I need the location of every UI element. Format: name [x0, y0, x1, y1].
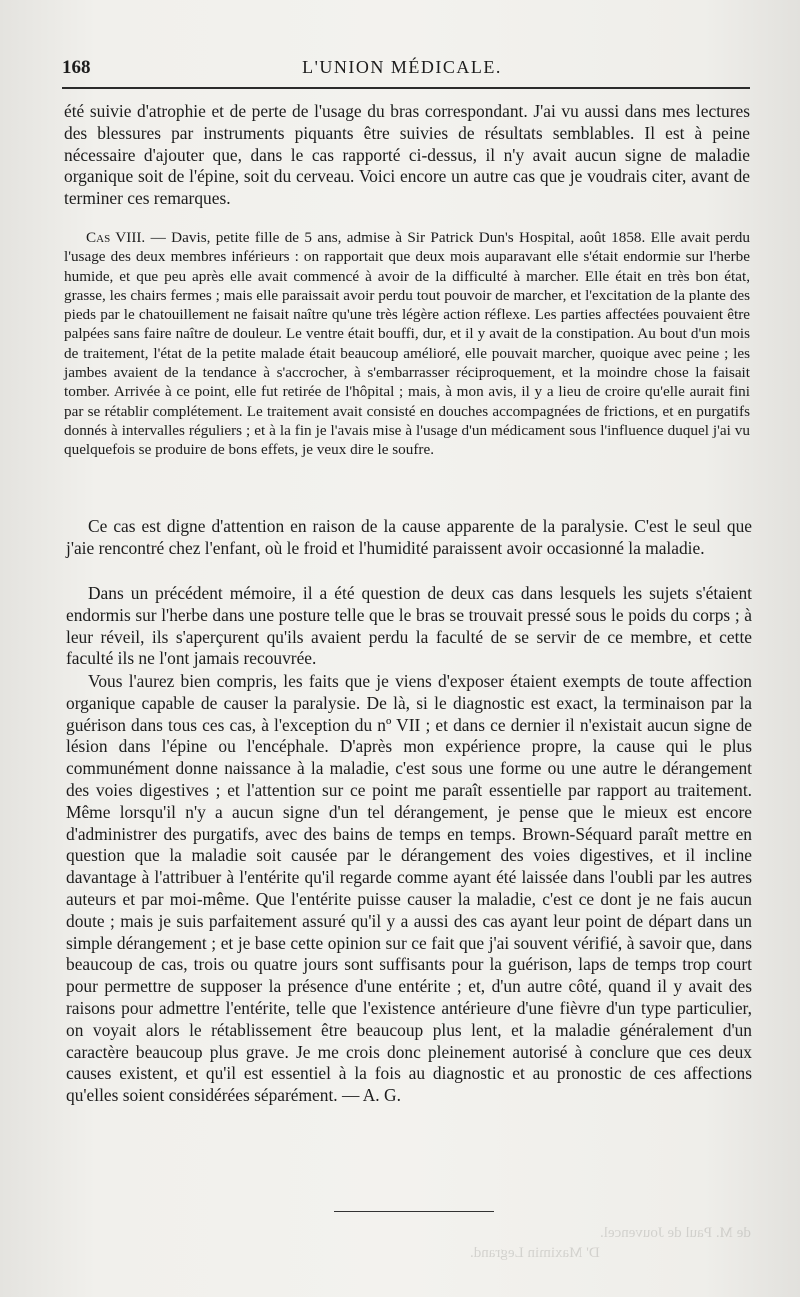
paragraph-text: Vous l'aurez bien compris, les faits que je viens d'exposer étaient exempts de toute affection organique capable de causer la paralysie. De là, si le diagnostic est exact, la terminaison par la guérison dans tous ces cas, à l'exception du nº VII ; et dans ce dernier il n'existait aucun signe de lésion dans l'épine ou l'encéphale. D'après mon expérience propre, la cause qui le plus communément donne naissance à la maladie, c'est sous une forme ou une autre le dérangement des voies digestives ; et l'attention sur ce point me paraît essentielle par rapport au traitement. Même lorsqu'il n'y a aucun signe d'un tel dérangement, je pense que le mieux est encore d'administrer des purgatifs, avec des bains de temps en temps. Brown-Séquard paraît mettre en question que la maladie soit causée par le dérangement des voies digestives, et il incline davantage à l'attribuer à l'entérite qu'il regarde comme ayant été laissée dans l'oubli par les autres auteurs et par moi-même. Que l'entérite puisse causer la maladie, c'est ce dont je ne fais aucun doute ; mais je suis parfaitement assuré qu'il y a aussi des cas ayant leur point de départ dans un simple dérangement ; et je base cette opinion sur ce fait que j'ai souvent vérifié, à savoir que, dans beaucoup de cas, trois ou quatre jours sont suffisants pour la guérison, laps de temps trop court pour permettre de supposer la présence d'une entérite ; et, d'un autre côté, quand il y avait des raisons pour admettre l'entérite, telle que l'existence antérieure d'une fièvre d'un type particulier, on voyait alors le rétablissement être beaucoup plus lent, et la maladie généralement d'un caractère beaucoup plus grave. Je me crois donc pleinement autorisé à conclure que ces deux causes existent, et qu'il est essentiel à la fois au diagnostic et au pronostic de ces affections qu'elles soient considérées séparément. — A. G.	[66, 671, 752, 1106]
case-heading: Cas VIII.	[86, 229, 146, 246]
paragraph-block	[66, 583, 752, 670]
paragraph-block	[66, 516, 752, 560]
header-rule	[62, 87, 750, 89]
document-page: D' Maximin Legrand. de M. Paul de Jouvencel. 168 L'UNION MÉDICALE. été suivie d'atrophie et de perte de l'usage du bras correspondant. J'ai vu aussi dans mes lectures des blessures par instruments piquants être suivies de résultats semblables. Il est à peine nécessaire d'ajouter que, dans le cas rapporté ci-dessus, il n'y avait aucun signe de maladie organique soit de l'épine, soit du cerveau. Voici encore un autre cas que je voudrais citer, avant de terminer ces remarques. Cas VIII. — Davis, petite fille de 5 ans, admise à Sir Patrick Dun's Hospital, août 1858. Elle avait perdu l'usage des deux membres inférieurs : on rapportait que deux mois auparavant elle s'était endormie sur l'herbe humide, et que peu après elle avait commencé à avoir de la difficulté à marcher. Elle était en très bon état, grasse, les chairs fermes ; mais elle paraissait avoir perdu tout pouvoir de marcher, et l'excitation de la plante des pieds par le chatouillement ne faisait naître qu'une très légère action réflexe. Les parties affectées pouvaient être palpées sans faire naître de douleur. Le ventre était bouffi, dur, et il y avait de la constipation. Au bout d'un mois de traitement, l'état de la petite malade était beaucoup amélioré, elle pouvait marcher, quoique avec peine ; les jambes avaient de la tendance à s'accrocher, à s'embarrasser réciproquement, et la moindre chose la faisait tomber. Arrivée à ce point, elle fut retirée de l'hôpital ; mais, à mon avis, il y a lieu de croire qu'elle aurait fini par se rétablir complétement. Le traitement avait consisté en douches accompagnées de frictions, et en purgatifs donnés à intervalles réguliers ; et à la fin je l'avais mise à l'usage d'un médicament sous l'influence duquel j'ai vu quelquefois se produire de bons effets, je veux dire le soufre. Ce cas est digne d'attention en raison de la cause apparente de la paralysie. C'est le seul que j'aie rencontré chez l'enfant, où le froid et l'humidité paraissent avoir occasionné la maladie. Dans un précédent mémoire, il a été question de deux cas dans lesquels les sujets s'étaient endormis sur l'herbe dans une posture telle que le bras se trouvait pressé sous le poids du corps ; à leur réveil, ils s'aperçurent qu'ils avaient perdu la faculté de se servir de ce membre, et cette faculté ils ne l'ont jamais recouvrée. Vous l'aurez bien compris, les faits que je viens d'exposer étaient exempts de toute affection organique capable de causer la paralysie. De là, si le diagnostic est exact, la terminaison par la guérison dans tous ces cas, à l'exception du nº VII ; et dans ce dernier il n'existait aucun signe de lésion dans l'épine ou l'encéphale. D'après mon expérience propre, la cause qui le plus communément donne naissance à la maladie, c'est sous une forme ou une autre le dérangement des voies digestives ; et l'attention sur ce point me paraît essentielle par rapport au traitement. Même lorsqu'il n'y a aucun signe d'un tel dérangement, je pense que le mieux est encore d'administrer des purgatifs, avec des bains de temps en temps. Brown-Séquard paraît mettre en question que la maladie soit causée par le dérangement des voies digestives, et il incline davantage à l'attribuer à l'entérite qu'il regarde comme ayant été laissée dans l'oubli par les autres auteurs et par moi-même. Que l'entérite puisse causer la maladie, c'est ce dont je ne fais aucun doute ; mais je suis parfaitement assuré qu'il y a aussi des cas ayant leur point de départ dans un simple dérangement ; et je base cette opinion sur ce fait que j'ai souvent vérifié, à savoir que, dans beaucoup de cas, trois ou quatre jours sont suffisants pour la guérison, laps de temps trop court pour permettre de supposer la présence d'une entérite ; et, d'un autre côté, quand il y avait des raisons pour admettre l'entérite, telle que l'existence antérieure d'une fièvre d'un type particulier, on voyait alors le rétablissement être beaucoup plus lent, et la maladie généralement d'un caractère beaucoup plus grave. Je me crois donc pleinement autorisé à conclure que ces deux causes existent, et qu'il est essentiel à la fois au diagnostic et au pronostic de ces affections qu'elles soient considérées séparément. — A. G.	[0, 0, 800, 1297]
page-number: 168	[62, 57, 91, 78]
paragraph-text: Ce cas est digne d'attention en raison de la cause apparente de la paralysie. C'est le seul que j'aie rencontré chez l'enfant, où le froid et l'humidité paraissent avoir occasionné la maladie.	[66, 516, 752, 558]
paragraph-text: été suivie d'atrophie et de perte de l'usage du bras correspondant. J'ai vu aussi dans mes lectures des blessures par instruments piquants être suivies de résultats semblables. Il est à peine nécessaire d'ajouter que, dans le cas rapporté ci-dessus, il n'y avait aucun signe de maladie organique soit de l'épine, soit du cerveau. Voici encore un autre cas que je voudrais citer, avant de terminer ces remarques.	[64, 101, 750, 209]
case-report	[64, 228, 750, 460]
case-report-text: — Davis, petite fille de 5 ans, admise à Sir Patrick Dun's Hospital, août 1858. Elle avait perdu l'usage des deux membres inférieurs : on rapportait que deux mois auparavant elle s'était endormie sur l'herbe humide, et que peu après elle avait commencé à avoir de la difficulté à marcher. Elle était en très bon état, grasse, les chairs fermes ; mais elle paraissait avoir perdu tout pouvoir de marcher, et l'excitation de la plante des pieds par le chatouillement ne faisait naître qu'une très légère action réflexe. Les parties affectées pouvaient être palpées sans faire naître de douleur. Le ventre était bouffi, dur, et il y avait de la constipation. Au bout d'un mois de traitement, l'état de la petite malade était beaucoup amélioré, elle pouvait marcher, quoique avec peine ; les jambes avaient de la tendance à s'accrocher, à s'embarrasser réciproquement, et la moindre chose la faisait tomber. Arrivée à ce point, elle fut retirée de l'hôpital ; mais, à mon avis, il y a lieu de croire qu'elle aurait fini par se rétablir complétement. Le traitement avait consisté en douches accompagnées de frictions, et en purgatifs donnés à intervalles réguliers ; et à la fin je l'avais mise à l'usage d'un médicament sous l'influence duquel j'ai vu quelquefois se produire de bons effets, je veux dire le soufre.	[64, 229, 750, 459]
case-report-block	[64, 228, 750, 460]
running-title: L'UNION MÉDICALE.	[302, 57, 502, 77]
paragraph-continuation	[64, 101, 750, 210]
paragraph-block	[66, 671, 752, 1107]
paragraph-text: Dans un précédent mémoire, il a été question de deux cas dans lesquels les sujets s'étaient endormis sur l'herbe dans une posture telle que le bras se trouvait pressé sous le poids du corps ; à leur réveil, ils s'aperçurent qu'ils avaient perdu la faculté de se servir de ce membre, et cette faculté ils ne l'ont jamais recouvrée.	[66, 583, 752, 669]
page-header	[62, 53, 742, 83]
footer-rule	[334, 1211, 494, 1212]
